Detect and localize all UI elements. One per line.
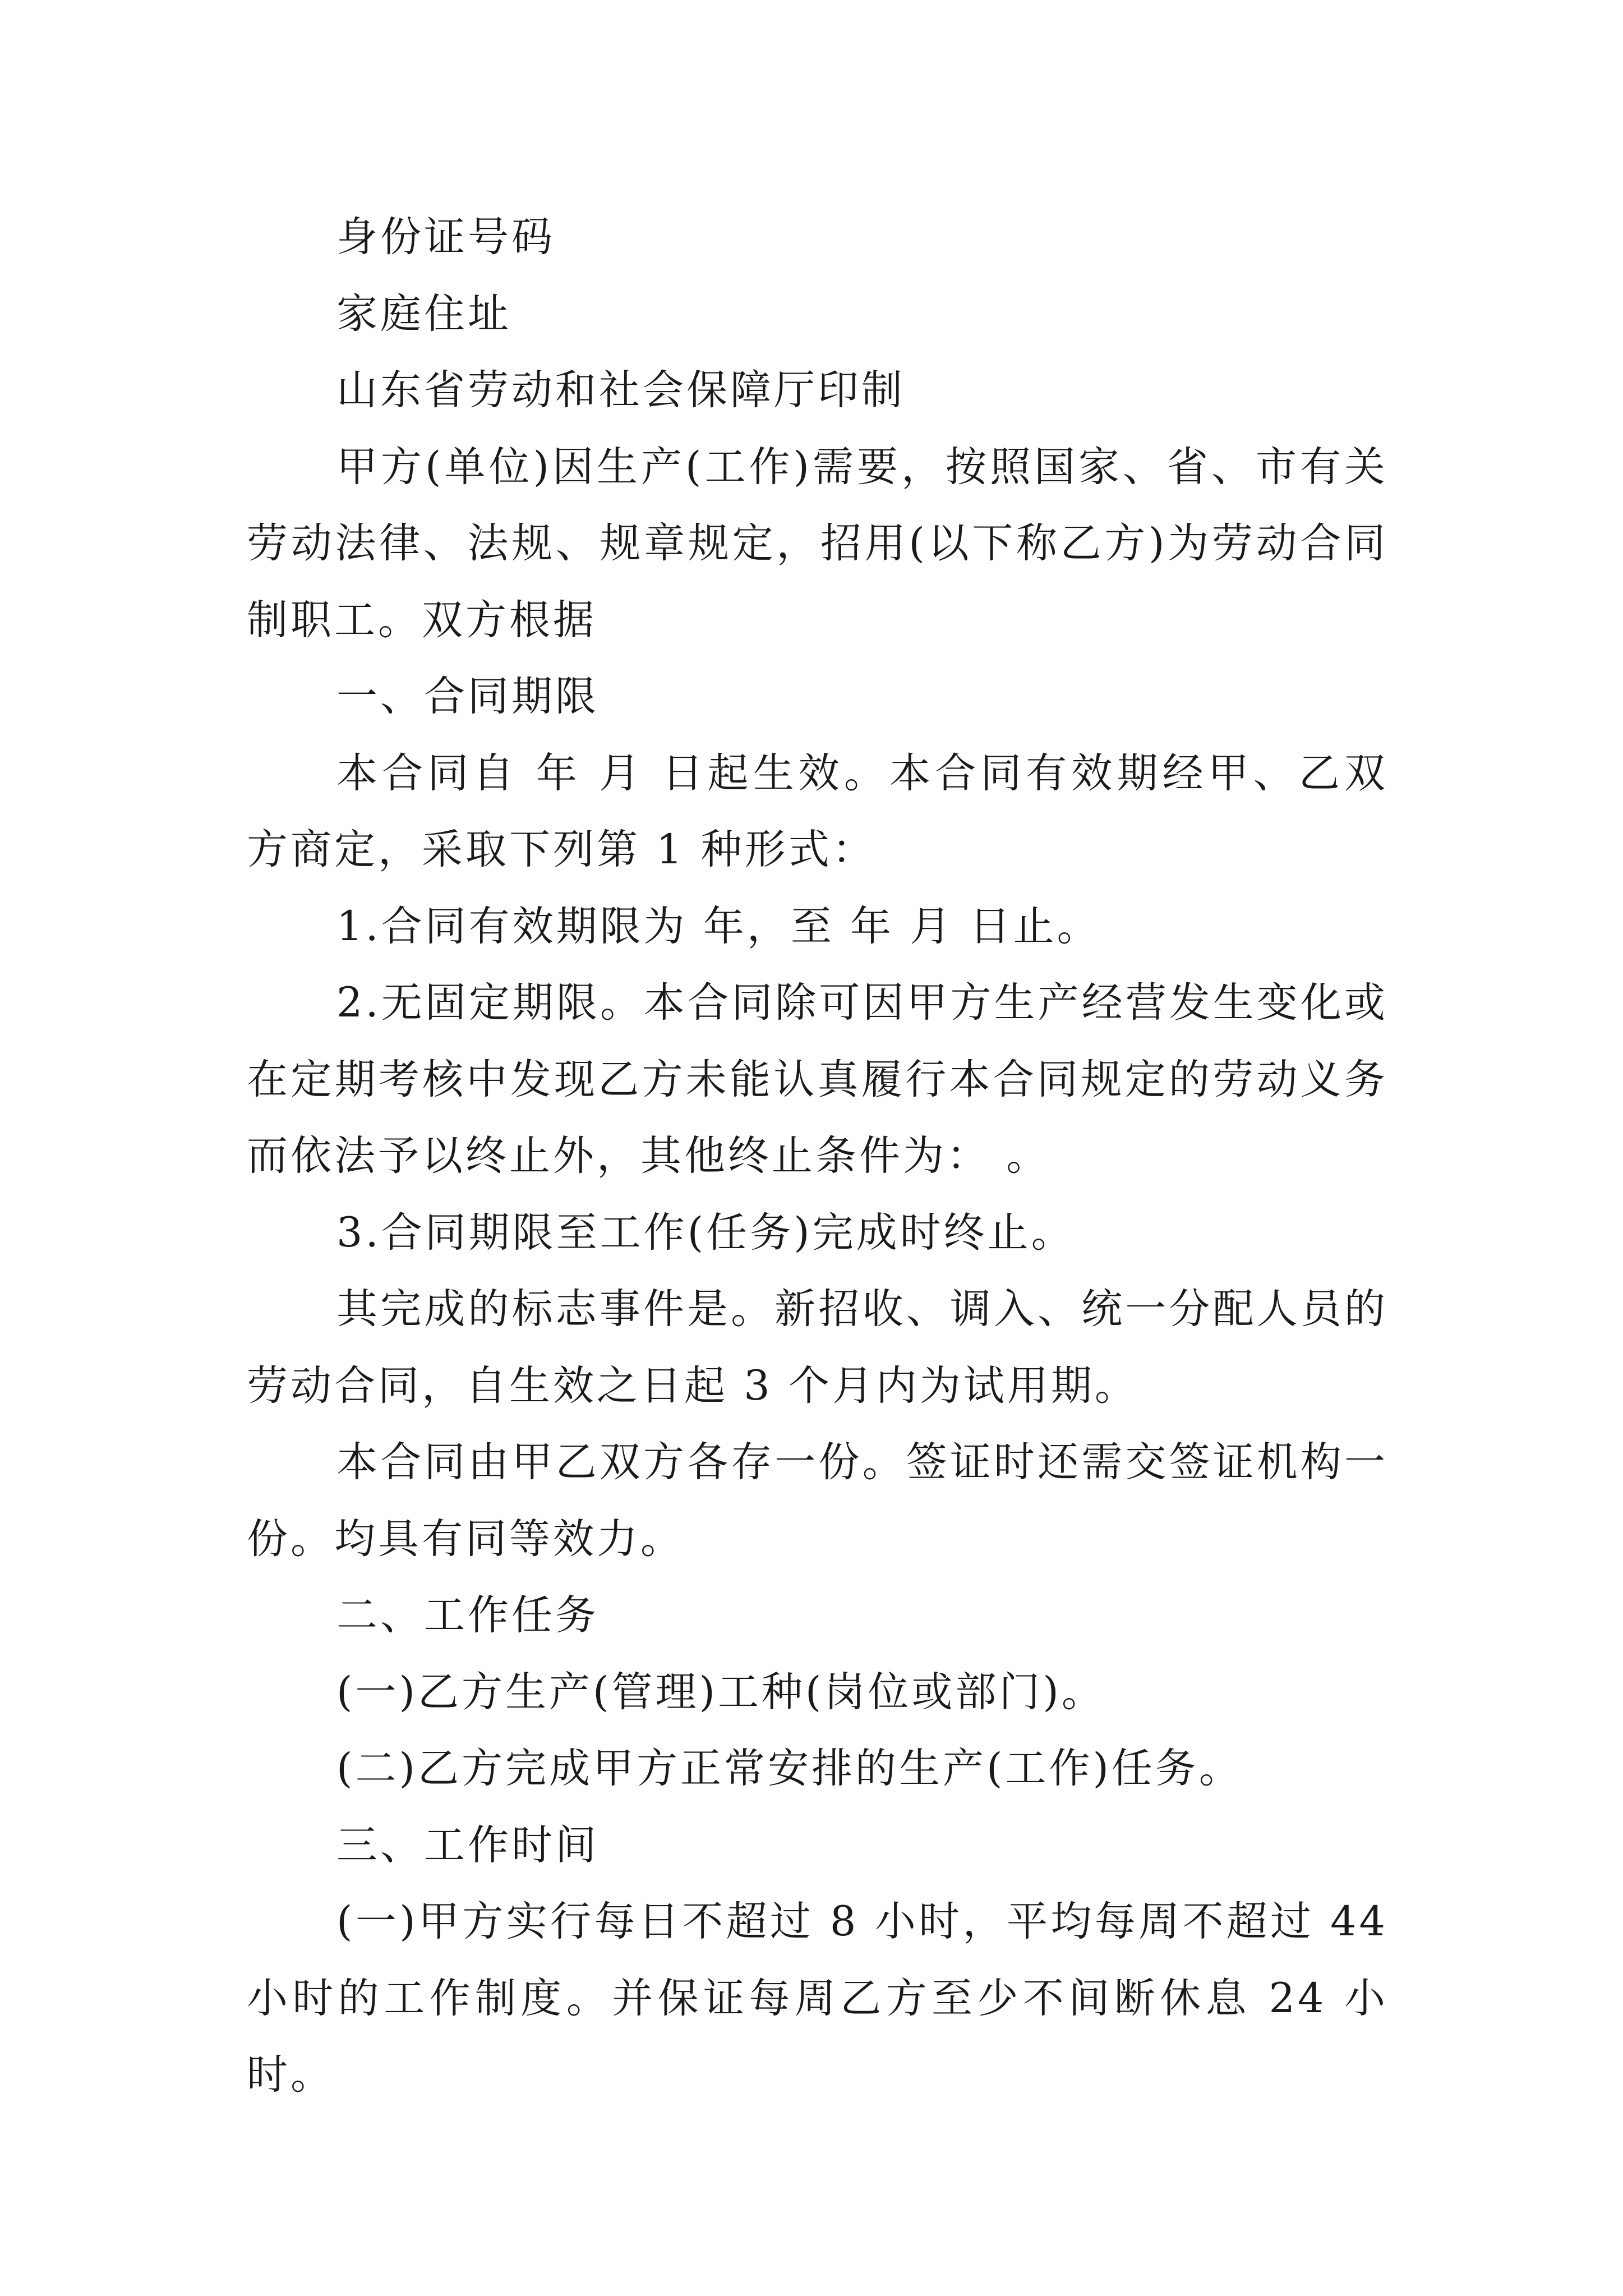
paragraph-printer: 山东省劳动和社会保障厅印制: [336, 366, 905, 414]
paragraph-task-2: (二)乙方完成甲方正常安排的生产(工作)任务。: [336, 1745, 1243, 1792]
paragraph-id-number: 身份证号码: [336, 213, 555, 261]
paragraph-term-option-3: 3.合同期限至工作(任务)完成时终止。: [336, 1208, 1075, 1257]
section-heading-work-hours: 三、工作时间: [336, 1821, 599, 1869]
section-heading-work-tasks: 二、工作任务: [336, 1591, 599, 1639]
paragraph-hours-1: (一)甲方实行每日不超过 8 小时，平均每周不超过 44 小时的工作制度。并保证每周乙方至少不间断休息 24 小时。: [247, 1898, 1388, 2099]
section-heading-contract-term: 一、合同期限: [336, 673, 599, 720]
paragraph-preamble: 甲方(单位)因生产(工作)需要，按照国家、省、市有关劳动法律、法规、规章规定，招用(以下称乙方)为劳动合同制职工。双方根据: [247, 443, 1388, 644]
paragraph-probation: 其完成的标志事件是。新招收、调入、统一分配人员的劳动合同，自生效之日起 3 个月内为试用期。: [247, 1285, 1388, 1410]
paragraph-term-option-1: 1.合同有效期限为 年，至 年 月 日止。: [336, 902, 1101, 950]
document-body: [247, 199, 1388, 2114]
paragraph-task-1: (一)乙方生产(管理)工种(岗位或部门)。: [336, 1668, 1105, 1716]
paragraph-term-option-2: 2.无固定期限。本合同除可因甲方生产经营发生变化或在定期考核中发现乙方未能认真履行本合同规定的劳动义务而依法予以终止外，其他终止条件为： 。: [247, 979, 1388, 1180]
paragraph-effective-date: 本合同自 年 月 日起生效。本合同有效期经甲、乙双方商定，采取下列第 1 种形式：: [247, 749, 1388, 873]
paragraph-home-address: 家庭住址: [336, 289, 511, 338]
paragraph-copies: 本合同由甲乙双方各存一份。签证时还需交签证机构一份。均具有同等效力。: [247, 1438, 1388, 1563]
